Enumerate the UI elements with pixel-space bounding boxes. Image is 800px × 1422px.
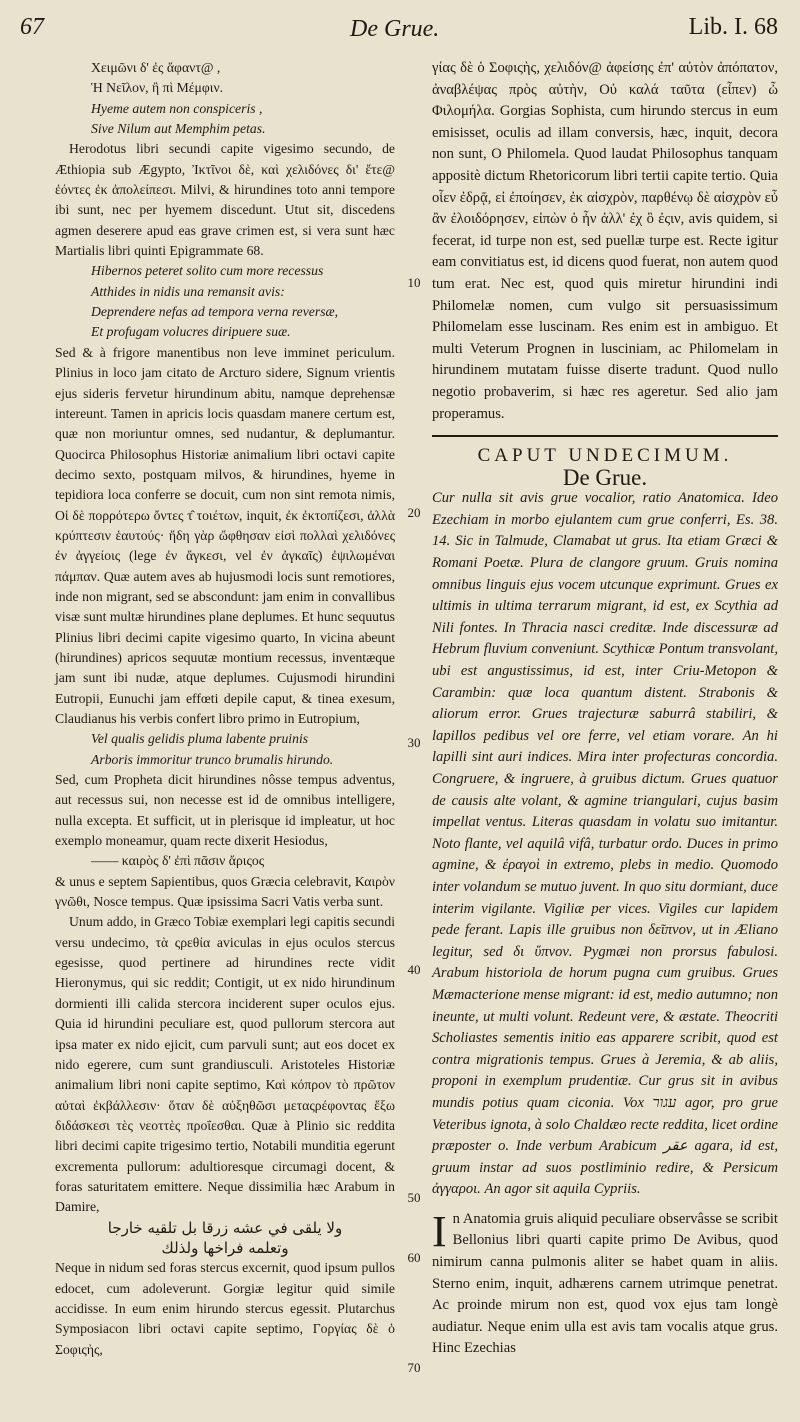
body-paragraph: γίας δὲ ὁ Σοφιςὴς, χελιδόν@ ἀφείσης ἐπ' αὐτὸν ἀπόπατον, ἀναβλέψας πρὸς αὐτὴν, Οὐ καλά ταῦτα (εἶπεν) ὦ Φιλομήλα. Gorgias Sophista, cum hirundo stercus in eum emisisset, oculis ad illam conversis, hæc, inquit, decora non sunt, O Philomela. Quod laudat Philosophus tanquam appositè dictum Rhetoricorum libri tertii capite tertio. Quia οἷεν ἐδρᾷ, εἰ ἐποίησεν, ἐκ αἰσχρὸν, παρθένῳ δὲ αἰσχρὸν εὖ ἂν ἐλοιδόρησεν, εἰπὼν ὁ ἦν ἀλλ' ἐχ ὃ ἐςιν, avis quidem, si fecerat, id turpe non est, sed puellæ turpe est. Recte igitur eam convitiatus est, id dicens quod fuerat, non autem quod tum erat. Nec est, quod quis miretur hirundini indi Philomelæ nomen, cum vulgo sit persuasissimum Philomelam esse luscinam. Res enim est in ambiguo. Et multi Veterum Prognen in lusciniam, ac Philomelam in hirundinem mutatam fuisse diserte tradunt. Quod nullo negotio probaverim, si hæc res ageretur. Sed alio jam properamus.: [432, 60, 778, 422]
body-paragraph: Sed, cum Propheta dicit hirundines nôsse tempus adventus, aut recessus sui, non necesse est id de omnibus intelligere, nulla excepta. Et sufficit, ut in plerisque id impleatur, ut hoc exemplo moneamur, quam recte dixerit Hesiodus,: [55, 772, 395, 849]
verse-line: Atthides in nidis una remansit avis:: [91, 283, 285, 299]
chapter-heading: CAPUT UNDECIMUM.: [477, 445, 733, 467]
section-divider: [432, 435, 778, 437]
chapter-summary: Cur nulla sit avis grue vocalior, ratio Anatomica. Ideo Ezechiam in morbo ejulantem cum grue conferri, Es. 38. 14. Sic in Talmude, Clamabat ut grus. Ita etiam Græci & Romani Poetæ. Plura de clangore gruum. Gruis nomina omnibus linguis ejus vocem utcunque exprimunt. Grues ex ultimis in ultima terrarum migrant, id est, ex Scythia ad Nili fontes. In Thracia nasci creditæ. Inde discessuræ ad Hebrum fluvium conveniunt. Scythicæ Pontum transvolant, ubi est angustissimus, id est, inter Criu-Metopon & Carambin: quæ loca quantum distent. Strabonis & aliorum error. Grues trajecturæ saburrâ stabiliri, & lapillos pedibus vel ore ferre, vel etiam vorare. An hi lapilli sint auri indices. Mira inter profecturas concordia. Congruere, & ingruere, à gruibus dictum. Grues quatuor de causis alte volant, & agmine triangulari, cujus basim impellat ventus. Literas quasdam in volatu suo imitantur. Noto flante, vel aquilâ vifâ, turbatur ordo. Duces in primo agmine, & ἐραγοὶ in extremo, plebs in medio. Quomodo inter volandum se mutuo juvent. In quo situ dormiant, duce interim vigilante. Vigiliæ per vices. Vigiles cur lapidem pede ferant. Lapis ille gruibus non δεῖπνον, ut in Æliano legitur, sed δι ὕπνον. Pygmæi non prorsus fabulosi. Arabum historiola de horum pugna cum gruibus. Grues Mæmacterione mense migrant: id est, medio autumno; non ineunte, ut multi volunt. Redeunt vere, & æstate. Theocriti Scholiastes sementis initio eas apparere scribit, quod est contra migrationis tempus. Grues à Jeremia, & ab aliis, proponi in exemplum prudentiæ. Cur grus sit in avibus mundis potius quam ciconia. Vox עגור agor, pro grue Veteribus ignota, à solo Chaldæo recte reddita, licet ordine præposter o. Inde verbum Arabicum عقر agara, id est, gruum instar ad suos postliminio redire, & Persicum ἀγγαροι. An agor sit aquila Cypriis.: [432, 490, 779, 1198]
line-number: 60: [407, 1250, 421, 1265]
running-header: [20, 14, 778, 54]
arabic-quotation: ولا يلقى في عشه زرقا بل تلقيه خارجا: [107, 1218, 343, 1237]
verse-line: Deprendere nefas ad tempora verna reversæ,: [91, 304, 339, 320]
body-paragraph: Sed & à frigore manentibus non leve imminet periculum. Plinius in loco jam citato de Arcturo sidere, Signum vrientis ejus sideris fervetur hirundinum abitu, namque deprehensæ intereunt. Tamen in apricis locis quasdam manere certum est, quæ non moriuntur omnes, sed nudantur, & deplumantur. Quocirca Philosophus Historiæ animalium libri octavi capite decimo sexto, postquam milvos, & hirundines, hyeme in tepidiora loca conferre se docuit, cum non sint remota nimis, Οἱ δὲ πορρότερω ὄντες τ̂ τοιέτων, inquit, ἐκ ἐκτοπίζεσι, ἀλλὰ κρύπτεσιν ἑαυτούς· ἤδη γὰρ ὤφθησαν εἰσὶ πολλαὶ χελιδόνες ἐν ἀγγείοις (lege ἐν ἄγκεσι, vel ἐν ἀγκαῖς) ἐψιλωμέναι πάμπαν. Quæ autem aves ab hujusmodi locis sunt remotiores, inde non migrant, sed se abscondunt: jam enim in convallibus visæ sunt multæ hirundines plane deplumes. Et hunc sequutus Plinius libri decimi capite vigesimo quarto, In vicina abeunt (hirundines) apricos sequutæ montium recessus, inventæque jam sunt ibi nudæ, atque deplumes. Cujusmodi hirundini Eutropii, Eunuchi jam effœti depile caput, & tinea exesum, Claudianus his verbis confert libro primo in Eutropium,: [55, 344, 395, 726]
chapter-title: De Grue.: [562, 464, 648, 490]
latin-verse: Sive Nilum aut Memphim petas.: [91, 121, 266, 137]
verse-line: Hibernos peteret solito cum more recessus: [91, 263, 324, 279]
running-title: De Grue.: [350, 16, 440, 42]
body-paragraph: Unum addo, in Græco Tobiæ exemplari legi capitis secundi versu undecimo, τὰ ςρεθία aviculas in ejus oculos stercus egesisse, quod pertinere ad hirundines recte vidit Hieronymus, qui sic reddit; Contigit, ut ex nido hirundinum dormienti illi calida stercora inciderent super oculos ejus. Quia id hirundini peculiare est, quod pullorum stercora aut ipsa mater ex nido ejicit, cum parvuli sunt; aut eos docet ex nido egerere, cum sunt grandiusculi. Aristoteles Historiæ animalium libri noni capite septimo, Καὶ κόπρον τὸ πρῶτον αὐταὶ ἐκβάλλεσιν· ὅταν δὲ αὐξηθῶσι μεταςρέφοντας ἔξω διδάσκεσι τὲς νεοττὲς προΐεσθαι. Quæ à Plinio sic reddita libri decimi capite trigesimo tertio, Notabili munditia egerunt excrementa pullorum: adultioresque circumagi docent, & foras saturitatem emittere. Neque dissimilia hæc Arabum in Damire,: [55, 914, 395, 1215]
verse-line: Et profugam volucres diripuere suæ.: [91, 324, 291, 340]
left-column: [55, 58, 395, 1360]
line-number: 30: [407, 735, 421, 750]
right-column: [432, 58, 778, 1360]
line-number: 20: [407, 505, 421, 520]
verse-line: —— καιρὸς δ' ἐπὶ πᾶσιν ἄριςος: [91, 853, 265, 869]
verse-line: Arboris immoritur trunco brumalis hirundo.: [91, 751, 334, 767]
body-paragraph: & unus e septem Sapientibus, quos Græcia celebravit, Καιρὸν γνῶθι, Nosce tempus. Quæ ipsissima Sacri Vatis verba sunt.: [55, 873, 395, 910]
body-paragraph: Neque in nidum sed foras stercus excernit, quod ipsum pullos edocet, cum adoleverunt. Gorgiæ legitur quid simile accidisse. In eum enim hirundo stercus egessit. Plutarchus Symposiacon libri octavi capite septimo, Γοργίας δὲ ὁ Σοφιςὴς,: [55, 1260, 395, 1357]
line-number: 50: [407, 1190, 421, 1205]
greek-verse: Ἡ Νεῖλον, ἢ πὶ Μέμφιν.: [91, 80, 224, 96]
body-paragraph: Herodotus libri secundi capite vigesimo secundo, de Æthiopia sub Ægypto, Ἰκτῖνοι δὲ, καὶ χελιδόνες δι' ἔτε@ ἐόντες ἐκ ἀπολείπεσι. Milvi, & hirundines toto anni tempore ibi sunt, nec per hyemem discedunt. Utut sit, discedens agmen deserere apud eas grave crimen est, si vera sunt hæc Martialis libri quinti Epigrammate 68.: [55, 141, 395, 259]
drop-cap: I: [432, 1206, 447, 1256]
arabic-quotation: وتعلمه فراخها ولذلك: [161, 1238, 289, 1257]
line-number: 40: [407, 962, 421, 977]
body-text: n Anatomia gruis aliquid peculiare observâsse se scribit Bellonius libri quarti capite primo De Avibus, quod nimirum canna pulmonis aliter se habet quam in aliis. Sterno enim, inquit, adhærens carnem utrimque penetrat. Ac proinde mirum non est, quod vox ejus tam longè audiatur. Neque enim ulla est avis tam vocalis atque grus. Hinc Ezechias: [432, 1210, 778, 1357]
page-number-left: 67: [20, 14, 44, 40]
line-number: 70: [407, 1360, 421, 1375]
line-number: 10: [407, 275, 421, 290]
book-and-page-number: Lib. I. 68: [688, 14, 778, 40]
greek-verse: Χειμῶνι δ' ἐς ἄφαντ@ ,: [91, 60, 221, 75]
body-paragraph: [432, 1206, 778, 1360]
verse-line: Vel qualis gelidis pluma labente pruinis: [91, 731, 309, 747]
latin-verse: Hyeme autem non conspiceris ,: [91, 100, 263, 116]
